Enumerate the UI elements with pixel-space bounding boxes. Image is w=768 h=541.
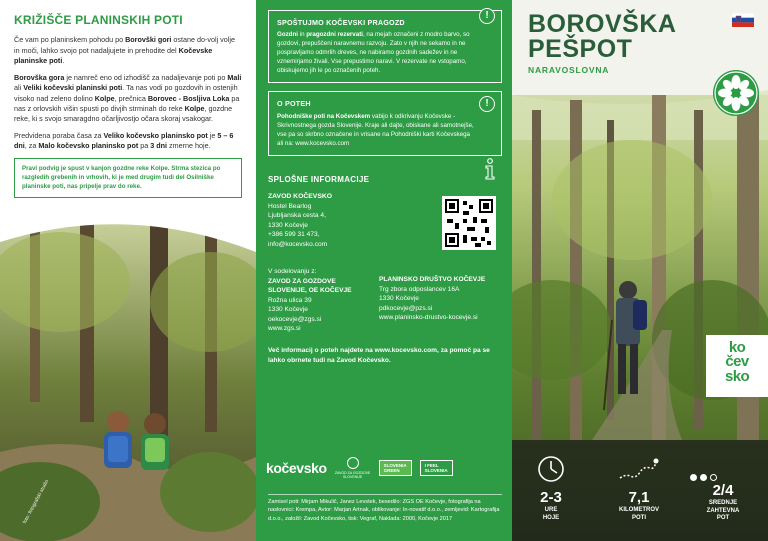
text-span: je: [207, 130, 218, 140]
logo-text: sko: [724, 367, 750, 385]
nature-trail-badge: [713, 70, 759, 116]
right-panel-cover: [512, 0, 768, 541]
text-bold: Veliki kočevski planinski poti: [23, 83, 123, 93]
text-bold: Borovec - Bosljiva Loka: [147, 93, 230, 103]
text-bold: 5 – 6 dni: [14, 130, 234, 151]
cover-title-block: [528, 12, 676, 75]
zgs-line: 1330 Kočevje: [268, 306, 308, 314]
label-line: KILOMETROV: [619, 507, 659, 513]
cover-title-line-2: PEŠPOT: [528, 34, 633, 63]
zavod-line: 1330 Kočevje: [268, 221, 308, 229]
label-line: ZAHTEVNA: [706, 507, 740, 514]
left-paragraph-3: [14, 131, 242, 152]
box-about-paths: [268, 91, 502, 155]
photo-children-on-trail: [0, 222, 256, 541]
text-span: ali: [14, 83, 24, 93]
left-panel: [0, 0, 256, 541]
text-bold: Kolpe: [184, 104, 205, 114]
text-bold: Kočevske planinske poti: [14, 45, 213, 66]
zgs-website[interactable]: www.zgs.si: [268, 325, 301, 333]
stat-duration: [516, 440, 586, 522]
distance-value: 7,1: [628, 489, 650, 506]
zavod-kocevsko-contact: [268, 192, 332, 250]
distance-label: [604, 507, 674, 522]
partner-logos: [256, 448, 512, 488]
text-span: zmerne hoje.: [167, 141, 211, 151]
text-span: .: [62, 56, 65, 66]
pd-line: 1330 Kočevje: [379, 295, 419, 303]
difficulty-value: 2/4: [712, 482, 734, 499]
zgs-emblem-icon: [347, 457, 359, 469]
box1-title: SPOŠTUJMO KOČEVSKI PRAGOZD: [277, 18, 405, 27]
zgs-logo-text: ZAVOD ZA GOZDOVE SLOVENIJE: [334, 470, 371, 479]
exclamation-icon: !: [479, 8, 495, 24]
credits-text: Zamisel poti: Mirjam Mikulič, Janez Levstek, besedilo: ZGS OE Kočevje, fotografija na naslovnici: Krempa, Avtor: Marjan Artnak, oblikovanje: In-novatif d.o.o., zemljevid: Kartografija d.o.o., založil: Zavod Kočevsko, tisk: Vegraf, Naklada: 2000, Kočevje 2017: [268, 494, 502, 523]
route-icon: [616, 454, 662, 484]
logo-text: SLOVENIA: [424, 468, 448, 473]
kocevsko-logo-small: kočevsko: [266, 459, 327, 476]
text-bold: Veliko kočevsko planinsko pot: [103, 130, 208, 140]
text-bold: pragozdni rezervati: [306, 31, 363, 39]
text-span: je namreč eno od izhodišč za nadaljevanje poti po: [64, 72, 228, 82]
duration-label: [516, 507, 586, 522]
pd-line: Trg zbora odposlancev 16A: [379, 285, 460, 293]
text-bold: Mali: [227, 72, 242, 82]
label-line: URE: [544, 507, 558, 513]
info-icon: [484, 158, 496, 180]
text-span: pa nas z orlovskih višin spusti po divjih strminah do reke: [14, 93, 240, 114]
cover-subtitle: NARAVOSLOVNA: [528, 65, 610, 75]
logo-text: čev: [725, 353, 749, 371]
zavod-email[interactable]: info@kocevsko.com: [268, 241, 328, 249]
text-span: , gozdne reke, ki s svojo smaragdno očarljivostjo očara skoraj vsakogar.: [14, 104, 233, 124]
pd-website[interactable]: www.planinsko-drustvo-kocevje.si: [379, 314, 478, 322]
box2-title: O POTEH: [277, 99, 311, 109]
more-info-text: Več informacij o poteh najdete na www.kocevsko.com, za pomoč pa se lahko obrnete tudi na Zavod Kočevsko.: [268, 347, 490, 364]
photo-caption: foto: fotografski studio: [22, 478, 51, 525]
label-line: POTI: [631, 514, 646, 521]
cover-title-line-1: BOROVŠKA: [528, 10, 677, 38]
left-title: KRIŽIŠČE PLANINSKIH POTI: [14, 13, 183, 27]
qr-code-graphic: [445, 199, 493, 247]
i-feel-slovenia-logo: [420, 460, 453, 476]
pd-email[interactable]: pdkocevje@pzs.si: [379, 304, 433, 312]
zavod-phone: +386 599 31 473,: [268, 231, 320, 239]
logo-text: ko: [728, 339, 746, 356]
callout-box: Pravi podvig je spust v kanjon gozdne reke Kolpe. Strma stezica po razgledih grebenih in vrhovih, ki je med drugim tudi del Osilniške planinske poti, nas pripelje prav do reke.: [14, 158, 242, 198]
leaf-flower-icon: [713, 70, 759, 116]
stat-difficulty: [688, 482, 758, 523]
text-bold: Malo kočevsko planinsko pot: [38, 141, 139, 151]
difficulty-dot: [690, 474, 697, 481]
text-bold: Kolpe: [94, 93, 115, 103]
text-span: pa: [138, 141, 151, 151]
cooperation-zgs: [268, 267, 368, 334]
slovenia-flag-icon: [732, 13, 754, 27]
left-text: [0, 0, 256, 152]
difficulty-label: [688, 500, 758, 523]
qr-code: [442, 196, 496, 250]
exclamation-icon: !: [479, 96, 495, 112]
label-line: HOJE: [542, 514, 560, 521]
left-paragraph-1: [14, 35, 242, 66]
kocevsko-logo: [706, 335, 768, 397]
clock-icon: [536, 454, 566, 484]
text-bold: 3 dni: [150, 141, 168, 151]
label-line: POT: [716, 515, 730, 521]
text-bold: Borovški gori: [125, 35, 172, 45]
left-paragraph-2: [14, 73, 242, 125]
text-span: . Ta nas vodi po gozdovih in ostenjih visoko nad zeleno dolino: [14, 83, 238, 103]
text-span: Predvidena poraba časa za: [14, 130, 104, 140]
box2-text: [277, 113, 477, 149]
zgs-line: Rožna ulica 39: [268, 296, 312, 304]
zgs-email[interactable]: oekocevje@zgs.si: [268, 315, 322, 323]
slovenia-green-logo: [379, 460, 412, 476]
text-span: ostane do-volj volje in moči, lahko svojo pot nadaljujete in prehodite del: [14, 35, 235, 55]
label-line: SREDNJE: [708, 500, 738, 506]
middle-panel: [256, 0, 512, 541]
zgs-logo: [335, 457, 371, 479]
duration-value: 2-3: [540, 489, 562, 506]
text-span: , prečnica: [114, 93, 148, 103]
logo-text: SLOVENIA: [383, 462, 407, 468]
logo-text: I FEEL: [424, 462, 439, 468]
box1-text: [277, 31, 493, 76]
coop-intro: V sodelovanju z:: [268, 268, 317, 275]
general-info-title: SPLOŠNE INFORMACIJE: [268, 174, 370, 184]
logo-text: GREEN: [383, 468, 400, 473]
text-bold: Pohodniške poti na Kočevskem: [277, 112, 371, 120]
zgs-name: ZAVOD ZA GOZDOVE SLOVENIJE, OE KOČEVJE: [268, 277, 352, 295]
text-span: in: [297, 31, 307, 39]
zavod-line: Hostel Bearlog: [268, 202, 312, 210]
zavod-line: Ljubljanska cesta 4,: [268, 212, 326, 220]
zavod-name: ZAVOD KOČEVSKO: [268, 193, 333, 200]
text-span: , na mejah označeni z modro barvo, so gozdovi, prepuščeni naravnemu razvoju. Zato v njih ne sekamo in ne pospravljamo odmrlih dreves, ne nabiramo gozdnih sadežev in ne vznemirjamo živali. Vse prepustimo naravi. V rezervate ne vstopamo, obiskujemo jih le po označenih poteh.: [277, 31, 470, 75]
text-span: Če vam po planinskem pohodu po: [14, 35, 126, 45]
text-span: , za: [24, 141, 39, 151]
stat-distance: [604, 440, 674, 522]
text-bold: Borovška gora: [14, 72, 65, 82]
trail-stats-bar: [512, 440, 768, 541]
box-forest-reserve: [268, 10, 502, 83]
difficulty-dot: [710, 474, 717, 481]
text-span: vabijo k odkrivanju Kočevske - Skrivnostnega gozda Slovenije. Kraje ali dajte, obiskane ali samotnejše, vse pa so skrbno označene in vrisane na Pohodniški karti Kočevskega ali na: www.kocevsko.com: [277, 112, 474, 147]
text-bold: Gozdni: [277, 31, 298, 39]
difficulty-dot: [700, 474, 707, 481]
pd-name: PLANINSKO DRUŠTVO KOČEVJE: [379, 276, 486, 283]
cooperation-planinsko-drustvo: [379, 275, 509, 323]
